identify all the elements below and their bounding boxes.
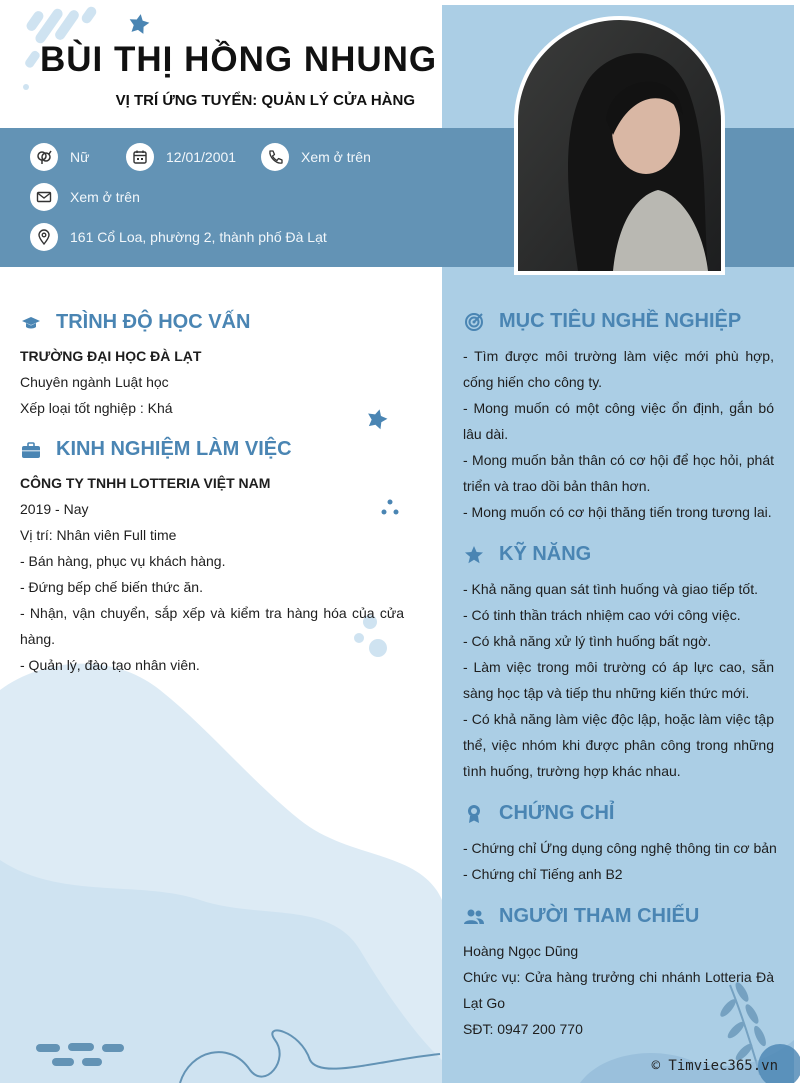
calendar-icon — [126, 143, 154, 171]
duty-item: - Bán hàng, phục vụ khách hàng. — [20, 553, 226, 569]
contact-email — [30, 183, 140, 211]
objective-item: - Mong muốn có một công việc ổn định, gắn bó lâu dài. — [463, 400, 774, 442]
skill-item: - Làm việc trong môi trường có áp lực cao, sẵn sàng học tập và tiếp thu những kiến thức mới. — [463, 659, 774, 701]
gender-icon — [30, 143, 58, 171]
duty-item: - Quản lý, đào tạo nhân viên. — [20, 657, 200, 673]
address-text: 161 Cổ Loa, phường 2, thành phố Đà Lạt — [70, 229, 327, 245]
certificate-item: - Chứng chỉ Ứng dụng công nghệ thông tin cơ bản — [463, 840, 777, 856]
skill-item: - Có tinh thần trách nhiệm cao với công việc. — [463, 607, 741, 623]
birthday-text: 12/01/2001 — [166, 149, 237, 165]
reference-phone: SĐT: 0947 200 770 — [463, 1021, 583, 1037]
contact-gender — [30, 143, 89, 171]
reference-role: Chức vụ: Cửa hàng trưởng chi nhánh Lotteria Đà Lạt Go — [463, 969, 774, 1011]
skill-item: - Có khả năng xử lý tình huống bất ngờ. — [463, 633, 712, 649]
duty-item: - Đứng bếp chế biến thức ăn. — [20, 579, 203, 595]
work-role: Vị trí: Nhân viên Full time — [20, 527, 177, 543]
contact-phone — [261, 143, 371, 171]
envelope-icon — [30, 183, 58, 211]
objective-item: - Tìm được môi trường làm việc mới phù hợp, cống hiến cho công ty. — [463, 348, 774, 390]
contact-address — [30, 223, 327, 251]
watermark-credit: © Timviec365.vn — [651, 1058, 778, 1074]
star-deco-top — [128, 12, 151, 34]
objective-item: - Mong muốn có cơ hội thăng tiến trong tương lai. — [463, 504, 772, 520]
target-icon — [463, 311, 485, 333]
location-pin-icon — [30, 223, 58, 251]
experience-heading: KINH NGHIỆM LÀM VIỆC — [20, 438, 292, 461]
education-content — [20, 343, 410, 421]
skill-item: - Có khả năng làm việc độc lập, hoặc làm việc tập thể, việc nhóm khi được phân công trong những tình huống, trường hợp khác nhau. — [463, 711, 774, 779]
certificates-content — [463, 835, 783, 887]
phone-text: Xem ở trên — [301, 149, 371, 165]
work-period: 2019 - Nay — [20, 501, 89, 517]
skill-item: - Khả năng quan sát tình huống và giao tiếp tốt. — [463, 581, 758, 597]
briefcase-icon — [20, 439, 42, 461]
experience-content — [20, 470, 404, 678]
applied-position: VỊ TRÍ ỨNG TUYỂN: QUẢN LÝ CỬA HÀNG — [115, 92, 415, 109]
objective-content — [463, 343, 774, 525]
phone-icon — [261, 143, 289, 171]
objective-item: - Mong muốn bản thân có cơ hội để học hỏi, phát triển và trao dồi bản thân hơn. — [463, 452, 774, 494]
grade: Xếp loại tốt nghiệp : Khá — [20, 400, 173, 416]
objective-heading: MỤC TIÊU NGHỀ NGHIỆP — [463, 310, 741, 333]
graduation-cap-icon — [20, 312, 42, 334]
company-name: CÔNG TY TNHH LOTTERIA VIỆT NAM — [20, 475, 271, 491]
star-icon — [463, 544, 485, 566]
certificate-item: - Chứng chỉ Tiếng anh B2 — [463, 866, 623, 882]
certificates-heading: CHỨNG CHỈ — [463, 802, 614, 825]
reference-name: Hoàng Ngọc Dũng — [463, 943, 579, 959]
references-heading: NGƯỜI THAM CHIẾU — [463, 905, 699, 928]
references-content — [463, 938, 774, 1042]
duty-item: - Nhận, vận chuyển, sắp xếp và kiểm tra hàng hóa của cửa hàng. — [20, 605, 404, 647]
skills-content — [463, 576, 774, 784]
major: Chuyên ngành Luật học — [20, 374, 169, 390]
profile-photo-frame — [514, 16, 725, 275]
school-name: TRƯỜNG ĐẠI HỌC ĐÀ LẠT — [20, 348, 202, 364]
email-text: Xem ở trên — [70, 189, 140, 205]
candidate-name: BÙI THỊ HỒNG NHUNG — [40, 40, 438, 79]
gender-text: Nữ — [70, 149, 90, 165]
profile-photo — [518, 20, 721, 271]
education-heading: TRÌNH ĐỘ HỌC VẤN — [20, 311, 250, 334]
people-icon — [463, 906, 485, 928]
contact-birthday — [126, 143, 236, 171]
award-ribbon-icon — [463, 803, 485, 825]
skills-heading: KỸ NĂNG — [463, 543, 591, 566]
